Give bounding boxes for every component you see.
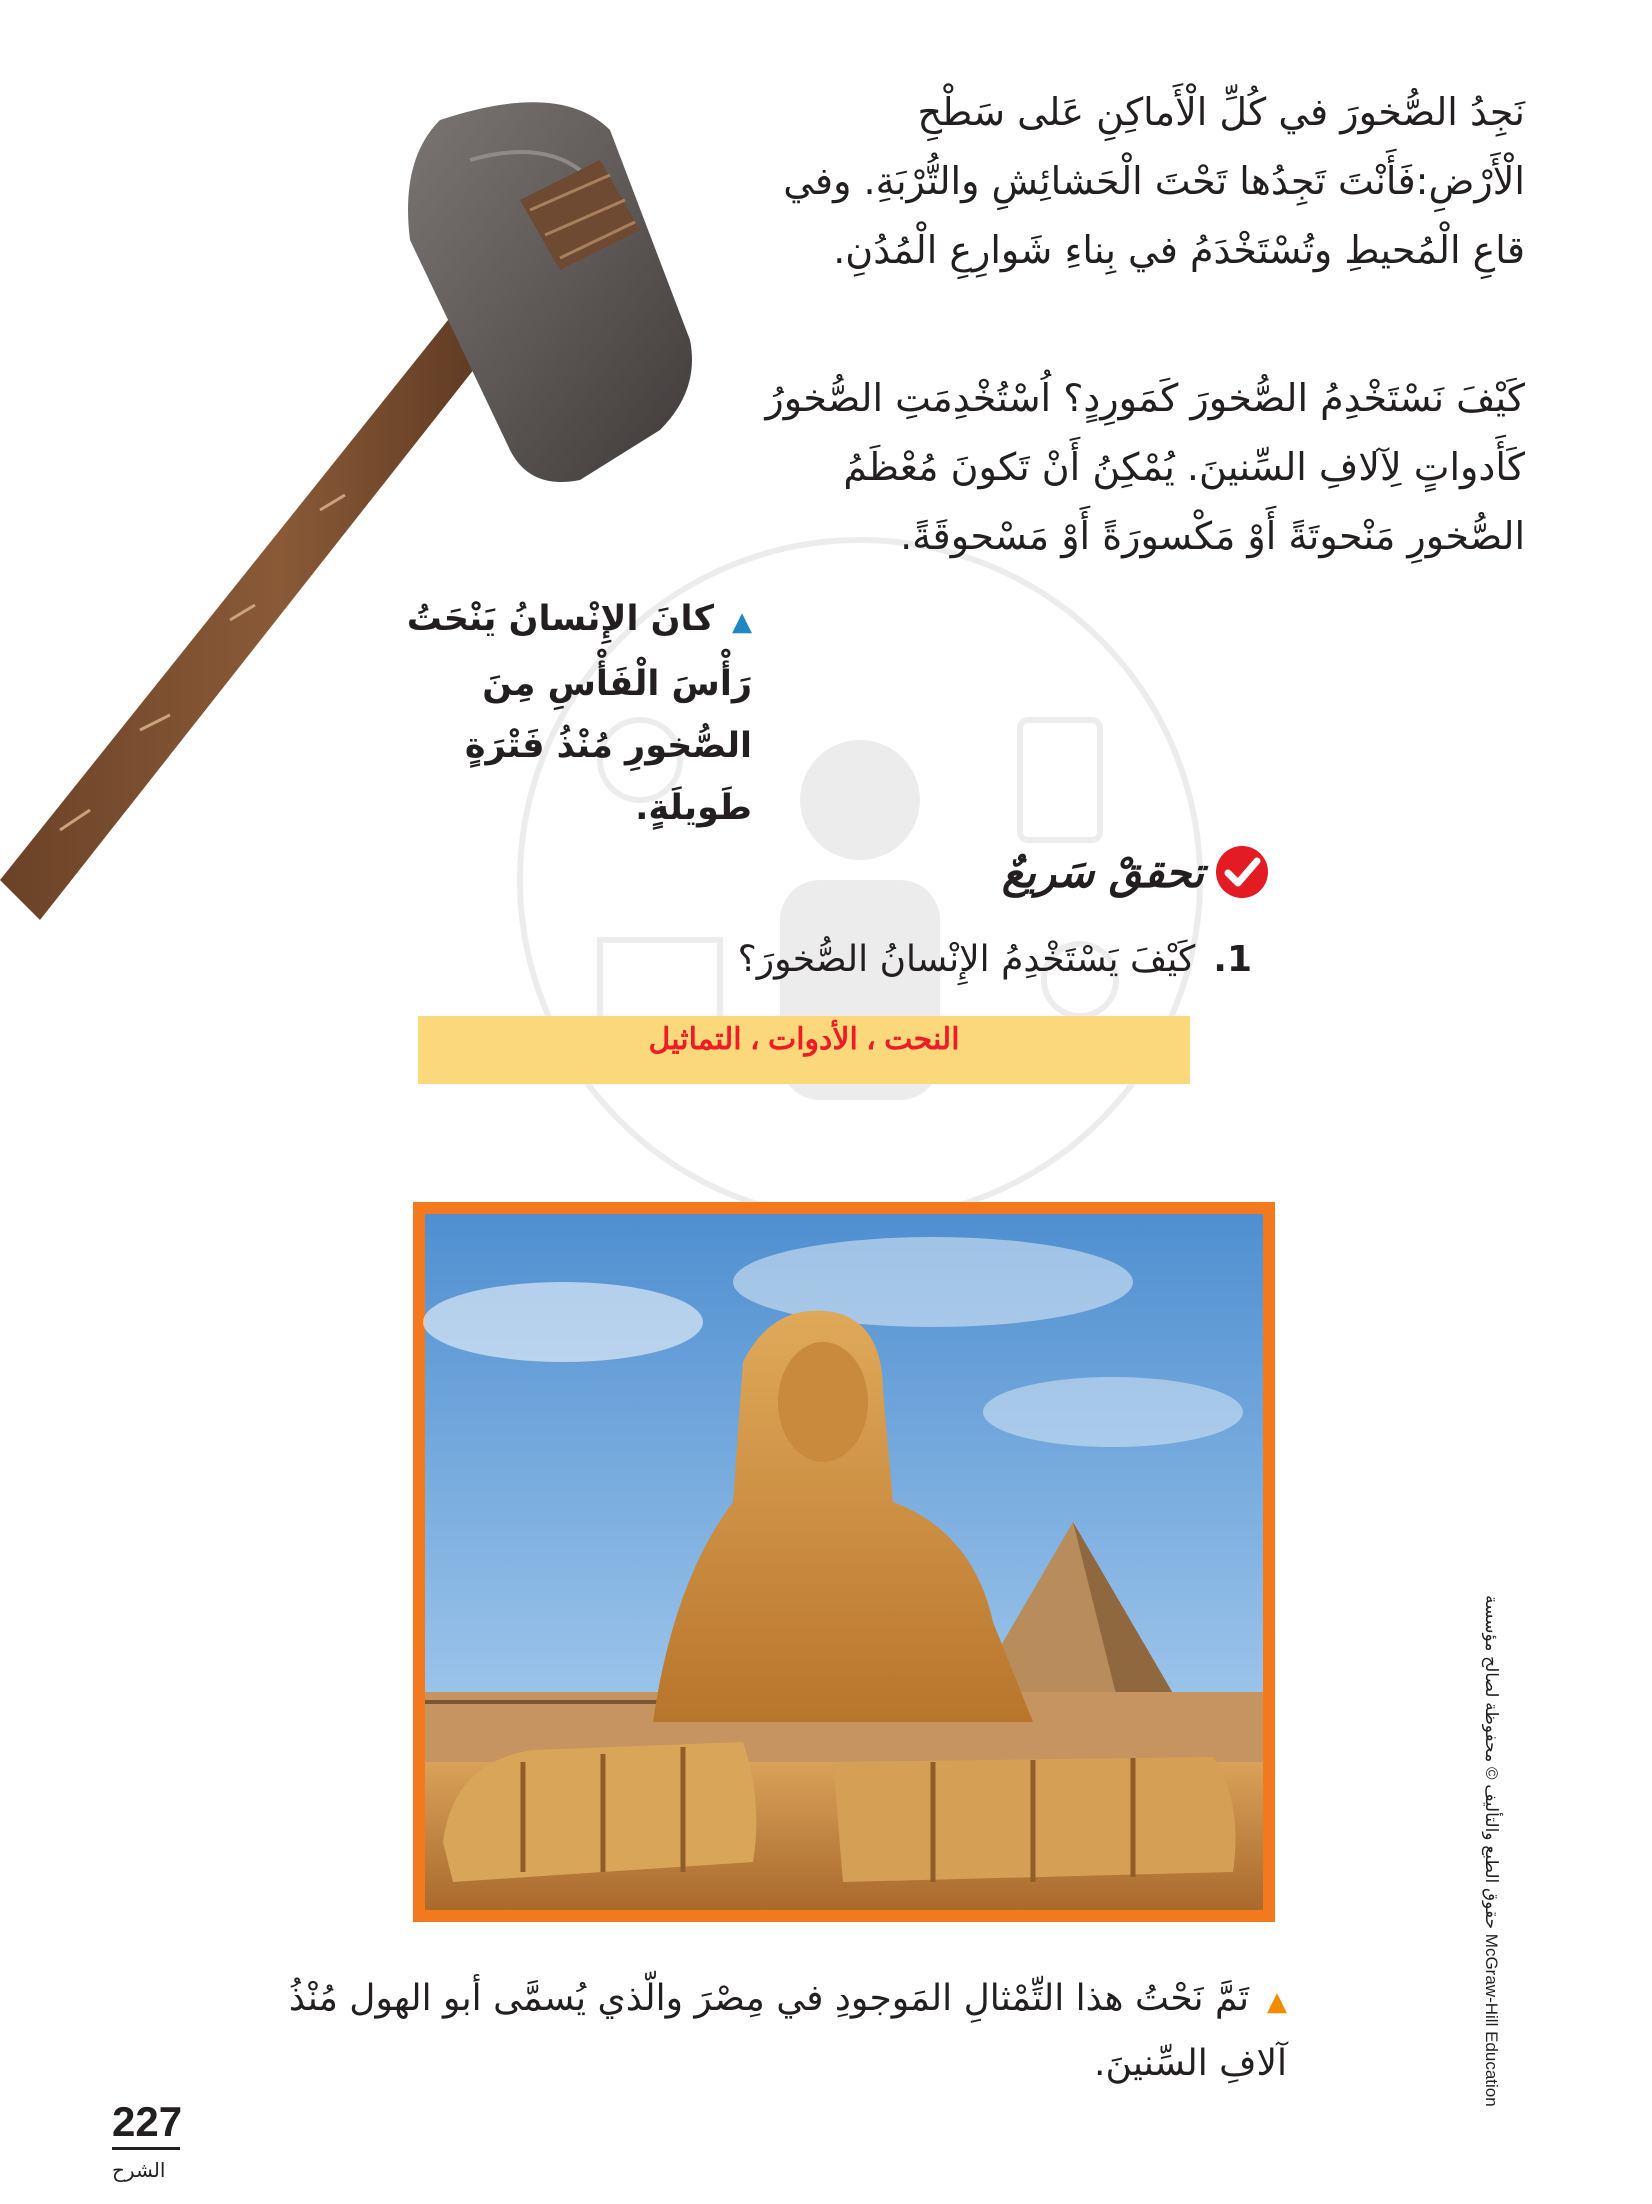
axe-caption [360, 588, 752, 839]
page-number-rule [112, 2147, 180, 2150]
intro-paragraph: نَجِدُ الصُّخورَ في كُلِّ الْأَماكِنِ عَلى سَطْحِ الْأَرْضِ:فَأَنْتَ تَجِدُها تَحْتَ الْحَشائِشِ والتُّرْبَةِ. وفي قاعِ الْمُحيطِ وتُسْتَخْدَمُ في بِناءِ شَوارِعِ الْمُدُنِ. [783, 90, 1525, 272]
sphinx-caption [222, 1968, 1287, 2095]
quick-check-question [720, 932, 1252, 988]
rocks-resource-paragraph: كَيْفَ نَسْتَخْدِمُ الصُّخورَ كَمَورِدٍ؟ اُسْتُخْدِمَتِ الصُّخورُ كَأَدواتٍ لِآلافِ السِّنينَ. يُمْكِنُ أَنْ تَكونَ مُعْظَمُ الصُّخورِ مَنْحوتَةً أَوْ مَكْسورَةً أَوْ مَسْحوقَةً. [765, 376, 1525, 558]
quick-check-heading [900, 840, 1270, 904]
page-section-label: الشرح [112, 2158, 166, 2182]
question-text: كَيْفَ يَسْتَخْدِمُ الإِنْسانُ الصُّخورَ؟ [737, 939, 1196, 980]
answer-field[interactable] [418, 1016, 1190, 1084]
triangle-bullet-icon: ▲ [732, 607, 752, 637]
question-number: 1. [1213, 939, 1252, 980]
sphinx-photo [413, 1202, 1275, 1922]
triangle-bullet-icon: ▲ [1267, 1987, 1287, 2017]
answer-text: النحت ، الأدوات ، التماثيل [648, 1023, 960, 1056]
checkmark-badge-icon [1214, 844, 1270, 900]
page-number: 227 [112, 2098, 183, 2145]
quick-check-title: تحققْ سَريعٌ [1001, 847, 1204, 897]
copyright-credit: حقوق الطبع والتأليف © محفوظة لصالح مؤسسة McGraw-Hill Education [1482, 1595, 1501, 2107]
axe-caption-text: كانَ الإِنْسانُ يَنْحَتُ رَأْسَ الْفَأْسِ مِنَ الصُّخورِ مُنْذُ فَتْرَةٍ طَويلَةٍ. [406, 599, 752, 828]
sphinx-caption-text: تَمَّ نَحْتُ هذا التِّمْثالِ المَوجودِ في مِصْرَ والّذي يُسمَّى أبو الهول مُنْذُ آلافِ السِّنينَ. [288, 1978, 1287, 2084]
